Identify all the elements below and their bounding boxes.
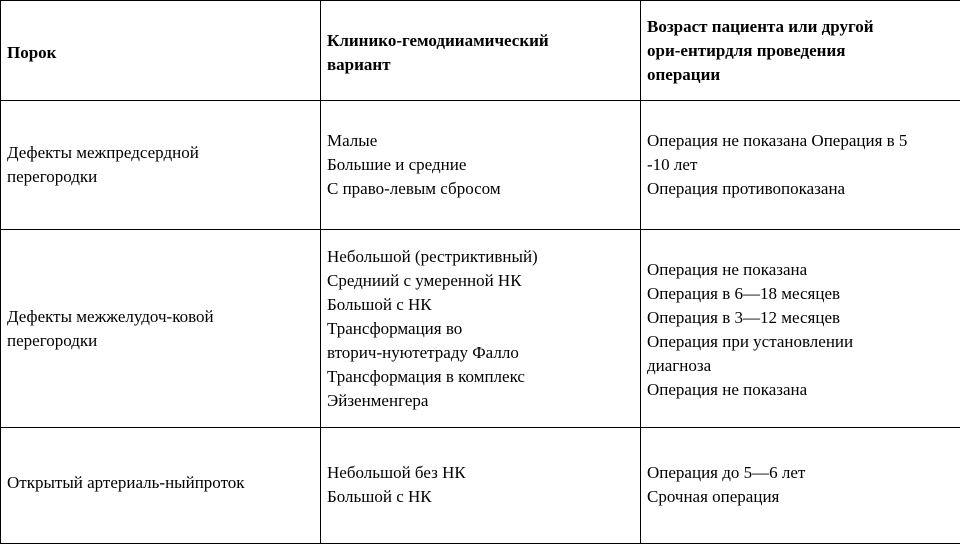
- variant-line: Большой с НК: [327, 485, 634, 509]
- variant-line: С право-левым сбросом: [327, 177, 634, 201]
- header-defect-text: Порок: [7, 41, 314, 65]
- indication-cell: [641, 428, 960, 544]
- indication-line: Операция до 5—6 лет: [647, 461, 955, 485]
- table-header-row: [1, 1, 960, 101]
- variant-line: Небольшой без НК: [327, 461, 634, 485]
- indication-line: Операция не показана: [647, 378, 955, 402]
- variant-line: Эйзенменгера: [327, 389, 634, 413]
- defect-line: перегородки: [7, 329, 314, 353]
- header-defect: [1, 1, 321, 101]
- variant-line: Трансформация в комплекс: [327, 365, 634, 389]
- header-age: [641, 1, 960, 101]
- table-row: [1, 230, 960, 428]
- defect-cell: [1, 230, 321, 428]
- indication-line: Операция не показана: [647, 258, 955, 282]
- header-variant-line: вариант: [327, 53, 634, 77]
- defect-line: Открытый артериаль-ныйпроток: [7, 471, 314, 495]
- variant-line: вторич-нуютетраду Фалло: [327, 341, 634, 365]
- variant-line: Большой с НК: [327, 293, 634, 317]
- header-age-line: ори-ентирдля проведения: [647, 39, 955, 63]
- indication-cell: [641, 101, 960, 230]
- indication-line: диагноза: [647, 354, 955, 378]
- variant-line: Средниий с умеренной НК: [327, 269, 634, 293]
- variant-line: Малые: [327, 129, 634, 153]
- indication-line: Операция не показана Операция в 5: [647, 129, 955, 153]
- defect-cell: [1, 101, 321, 230]
- indication-line: Операция при установлении: [647, 330, 955, 354]
- indication-line: Операция в 6—18 месяцев: [647, 282, 955, 306]
- indication-line: -10 лет: [647, 153, 955, 177]
- header-variant: [321, 1, 641, 101]
- defect-line: Дефекты межжелудоч-ковой: [7, 305, 314, 329]
- variant-line: Большие и средние: [327, 153, 634, 177]
- variant-cell: [321, 428, 641, 544]
- header-variant-line: Клинико-гемодииамический: [327, 29, 634, 53]
- header-age-line: операции: [647, 63, 955, 87]
- indication-line: Срочная операция: [647, 485, 955, 509]
- table-row: [1, 101, 960, 230]
- variant-line: Трансформация во: [327, 317, 634, 341]
- table-row: [1, 428, 960, 544]
- defect-line: Дефекты межпредсердной: [7, 141, 314, 165]
- indication-cell: [641, 230, 960, 428]
- variant-cell: [321, 101, 641, 230]
- indication-line: Операция в 3—12 месяцев: [647, 306, 955, 330]
- indication-line: Операция противопоказана: [647, 177, 955, 201]
- defect-cell: [1, 428, 321, 544]
- variant-line: Небольшой (рестриктивный): [327, 245, 634, 269]
- defect-line: перегородки: [7, 165, 314, 189]
- variant-cell: [321, 230, 641, 428]
- header-age-line: Возраст пациента или другой: [647, 15, 955, 39]
